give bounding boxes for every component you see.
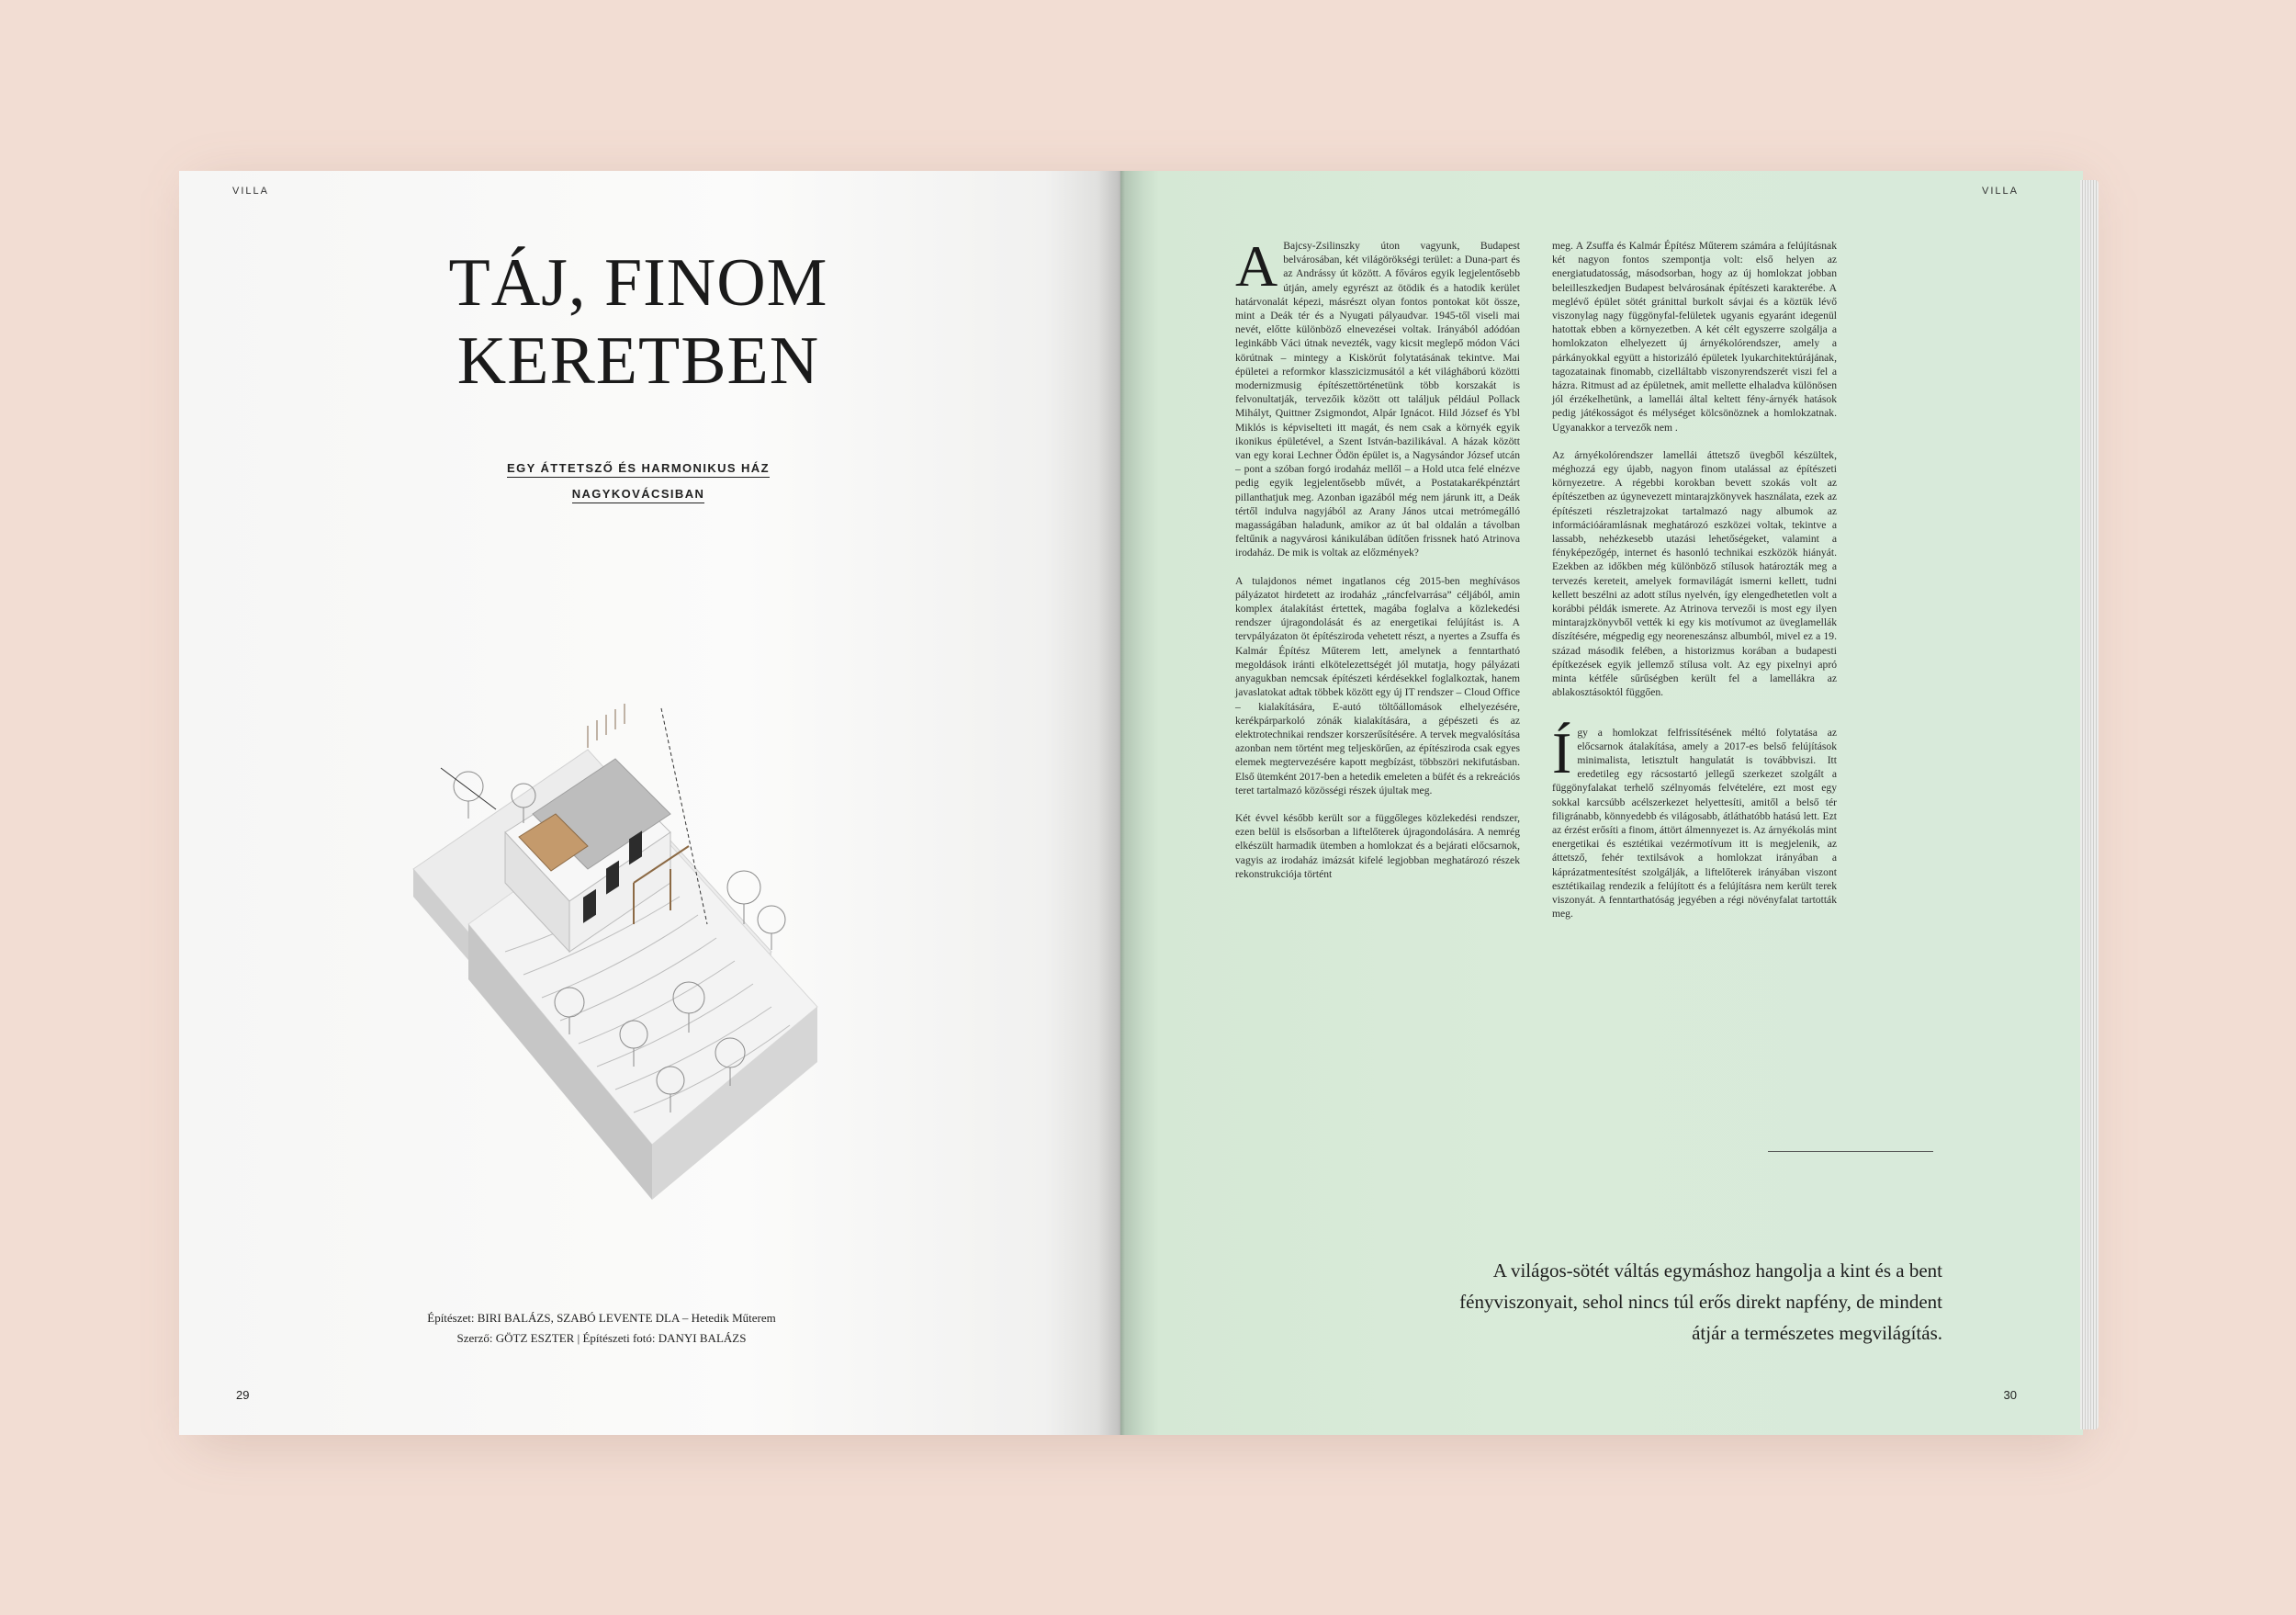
- body-column-1: [1235, 233, 1520, 895]
- paragraph: Az árnyékolórendszer lamellái áttetsző üvegből készültek, méghozzá egy újabb, nagyon finom utalással az építészeti környezetre. A régebbi korokban bevett szokás volt az építészetben az úgynevezett mintarajzkönyvek használata, ezek az építészeti részletrajzokat tartalmazó nagy albumok az információáramlásnak meghatározó eszközei voltak, tekintve a lassabb, nehézkesebb utazási lehetőségeket, valamint a fényképezőgép, internet és hasonló technikai eszközök hiányát. Ezekben az időkben még különböző stílusok határozták meg a tervezés kereteit, amelyek formavilágát ismerni kellett, tudni kellett beszélni az adott stílus nyelvén, így elengedhetetlen volt a korábbi példák ismerete. Az Atrinova tervezői is most egy ilyen mintarajzkönyvből vették ki egy kis motívumot az üveglamellák díszítésére, mégpedig egy neoreneszánsz albumból, mivel ez a 19. század második felében, a historizmus korában a budapesti építkezések egyik jellemző stílusa volt. Az egy pixelnyi apró minta kétféle sűrűségben került fel a lamellákra az ablakosztásoktól függően.: [1552, 448, 1837, 699]
- right-page: [1120, 171, 2083, 1435]
- divider-rule: [1768, 1151, 1933, 1152]
- running-head-left: VILLA: [232, 186, 269, 197]
- page-number-right: 30: [2003, 1388, 2017, 1402]
- dropcap: Í: [1552, 719, 1572, 785]
- article-subtitle: [482, 456, 794, 507]
- subtitle-line-1: EGY ÁTTETSZŐ ÉS HARMONIKUS HÁZ: [507, 461, 770, 478]
- paragraph: A tulajdonos német ingatlanos cég 2015-ben meghívásos pályázatot hirdetett az irodaház „ráncfelvarrása” céljából, amin komplex átalakítást értettek, magába foglalva a közlekedési rendszer újragondolását és az energetikai felújítást is. A tervpályázaton öt építésziroda vehetett részt, a nyertes a Zsuffa és Kalmár Építész Műterem lett, amelynek a fenntartható megoldások iránti elkötelezettségét jól mutatja, hogy pályázati anyagukban nemcsak építészeti kérdésekkel foglalkoztak, hanem javaslatokat adtak többek között egy új IT rendszer – Cloud Office – kialakítására, E-autó töltőállomások elhelyezésére, kerékpárparkoló zónák kialakítására, a gépészeti és az elektrotechnikai rendszer korszerűsítésére. A tervek megvalósítása azonban nem történt meg teljeskörűen, az építésziroda csak egyes elemek megtervezésére kapott megbízást, többszöri nekifutásban. Első ütemként 2017-ben a hetedik emeleten a büfét és a rekreációs teret tartalmazó közösségi részek újultak meg.: [1235, 574, 1520, 796]
- left-page: [179, 171, 1120, 1435]
- credits: [271, 1308, 932, 1349]
- pull-quote: A világos-sötét váltás egymáshoz hangolja a kint és a bent fényviszonyait, sehol nincs túl erős direkt napfény, de mindent átjár a természetes megvilágítás.: [1459, 1259, 1942, 1344]
- subtitle-line-2: NAGYKOVÁCSIBAN: [572, 487, 705, 503]
- body-column-2: [1552, 239, 1837, 934]
- paragraph: A Bajcsy-Zsilinszky úton vagyunk, Budapest belvárosában, két világörökségi terület: a Duna-part és az Andrássy út között. A főváros egyik legjelentősebb útján, amely egyrészt az ötödik és a hatodik kerület határvonalát képezi, másrészt olyan fontos pontokat köt össze, mint a Deák tér és a Nyugati pályaudvar. 1945-től viseli mai nevét, előtte különböző elnevezései voltak. Irányából adódóan leginkább Váci útnak nevezték, vagy kicsit meglepő módon Váci körútnak – mintegy a Kiskörút folytatásának tekintve. Mai épületei a reformkor klasszicizmusától a két világháború közötti modernizmusig építészettörténetünk több korszakát is felvonultatják, tervezőik között ott találjuk például Pollack Mihályt, Quittner Zsigmondot, Alpár Ignácot. Hild József és Ybl Miklós is képviselteti itt magát, és nem csak a környék egyik ikonikus épületével, a Szent István-bazilikával. A házak között van egy korai Lechner Ödön épület is, a Nagysándor József utcán – pont a szóban forgó irodaház mellől – a Hold utca felé elnézve pedig egyik legjelentősebb művét, a Postatakarékpénztárt pillanthatjuk meg. Azonban igazából még nem járunk itt, a Deák tértől indulva nagyjából az Arany János utcai metrómegálló magasságában haladunk, amikor az út bal oldalán a távolban feltűnik a nagyvárosi kánikulában üdítően frissnek ható Atrinova irodaház. De mik is voltak az előzmények?: [1235, 233, 1520, 559]
- paragraph: meg. A Zsuffa és Kalmár Építész Műterem számára a felújításnak két nagyon fontos szempontja volt: első helyen az energiatudatosság, másodsorban, hogy az új homlokzat jobban beleilleszkedjen Budapest belvárosának építészeti karakterébe. A meglévő épület sötét gránittal burkolt sávjai és a köztük lévő viszonylag nagy függönyfal-felületek ugyanis egyaránt idegenül hatottak ebben a környezetben. A két célt egyszerre szolgálja a homlokzaton elhelyezett új árnyékolórendszer, amely a párkányokkal együtt a historizáló épületek lyukarchitektúrájának, tagozatainak finomabb, cizelláltabb viszonyrendszerét viszi fel a házra. Ritmust ad az épületnek, amit mellette elhaladva különösen jól érzékelhetünk, a lamellái által keltett fény-árnyék hatások pedig játékosságot és mélységet kölcsönöznek a homlokzatnak. Ugyanakkor a tervezők nem .: [1552, 240, 1837, 434]
- credits-architecture: Építészet: BIRI BALÁZS, SZABÓ LEVENTE DLA – Hetedik Műterem: [427, 1311, 776, 1325]
- spine-gutter: [1097, 171, 1143, 1435]
- article-title: TÁJ, FINOM KERETBEN: [448, 245, 828, 399]
- house-axonometric-illustration: [358, 649, 946, 1237]
- paragraph: Így a homlokzat felfrissítésének méltó folytatása az előcsarnok átalakítása, amely a 2017-es belső felújítások minimalista, letisztult hangulatát is továbbviszi. Itt eredetileg egy rácsostartó jellegű szerkezet szolgált a függönyfalakat terhelő szélnyomás felvételére, ezt most egy sokkal karcsúbb acélszerkezet helyettesíti, amitől a belső tér filigránabb, könnyedebb és világosabb, átláthatóbb hatású lett. Ezt az érzést erősíti a finom, áttört álmennyezet is. Az árnyékolás mint energetikai és esztétikai vezérmotívum itt is megjelenik, az áttetsző, fehér textilsávok a homlokzat irányában a káprázatmentesítést szolgálják, a liftelőterek irányában viszont esztétikailag rendezik a felújított és a felújításra nem került terek viszonyát. A fenntarthatóság jegyében a régi növényfalat tartották meg.: [1552, 719, 1837, 920]
- page-number-left: 29: [236, 1388, 250, 1402]
- dropcap: A: [1235, 233, 1278, 299]
- paragraph: Két évvel később került sor a függőleges közlekedési rendszer, ezen belül is elsősorban a liftelőterek újragondolására. A nemrég elkészült harmadik ütemben a homlokzat és a bejárati előcsarnok, vagyis az irodaház imázsát kifelé legjobban meghatározó részek rekonstrukciója történt: [1235, 811, 1520, 880]
- running-head-right: VILLA: [1982, 186, 2019, 197]
- credits-author-photo: Szerző: GÖTZ ESZTER | Építészeti fotó: DANYI BALÁZS: [456, 1331, 747, 1345]
- page-edges: [2080, 180, 2099, 1429]
